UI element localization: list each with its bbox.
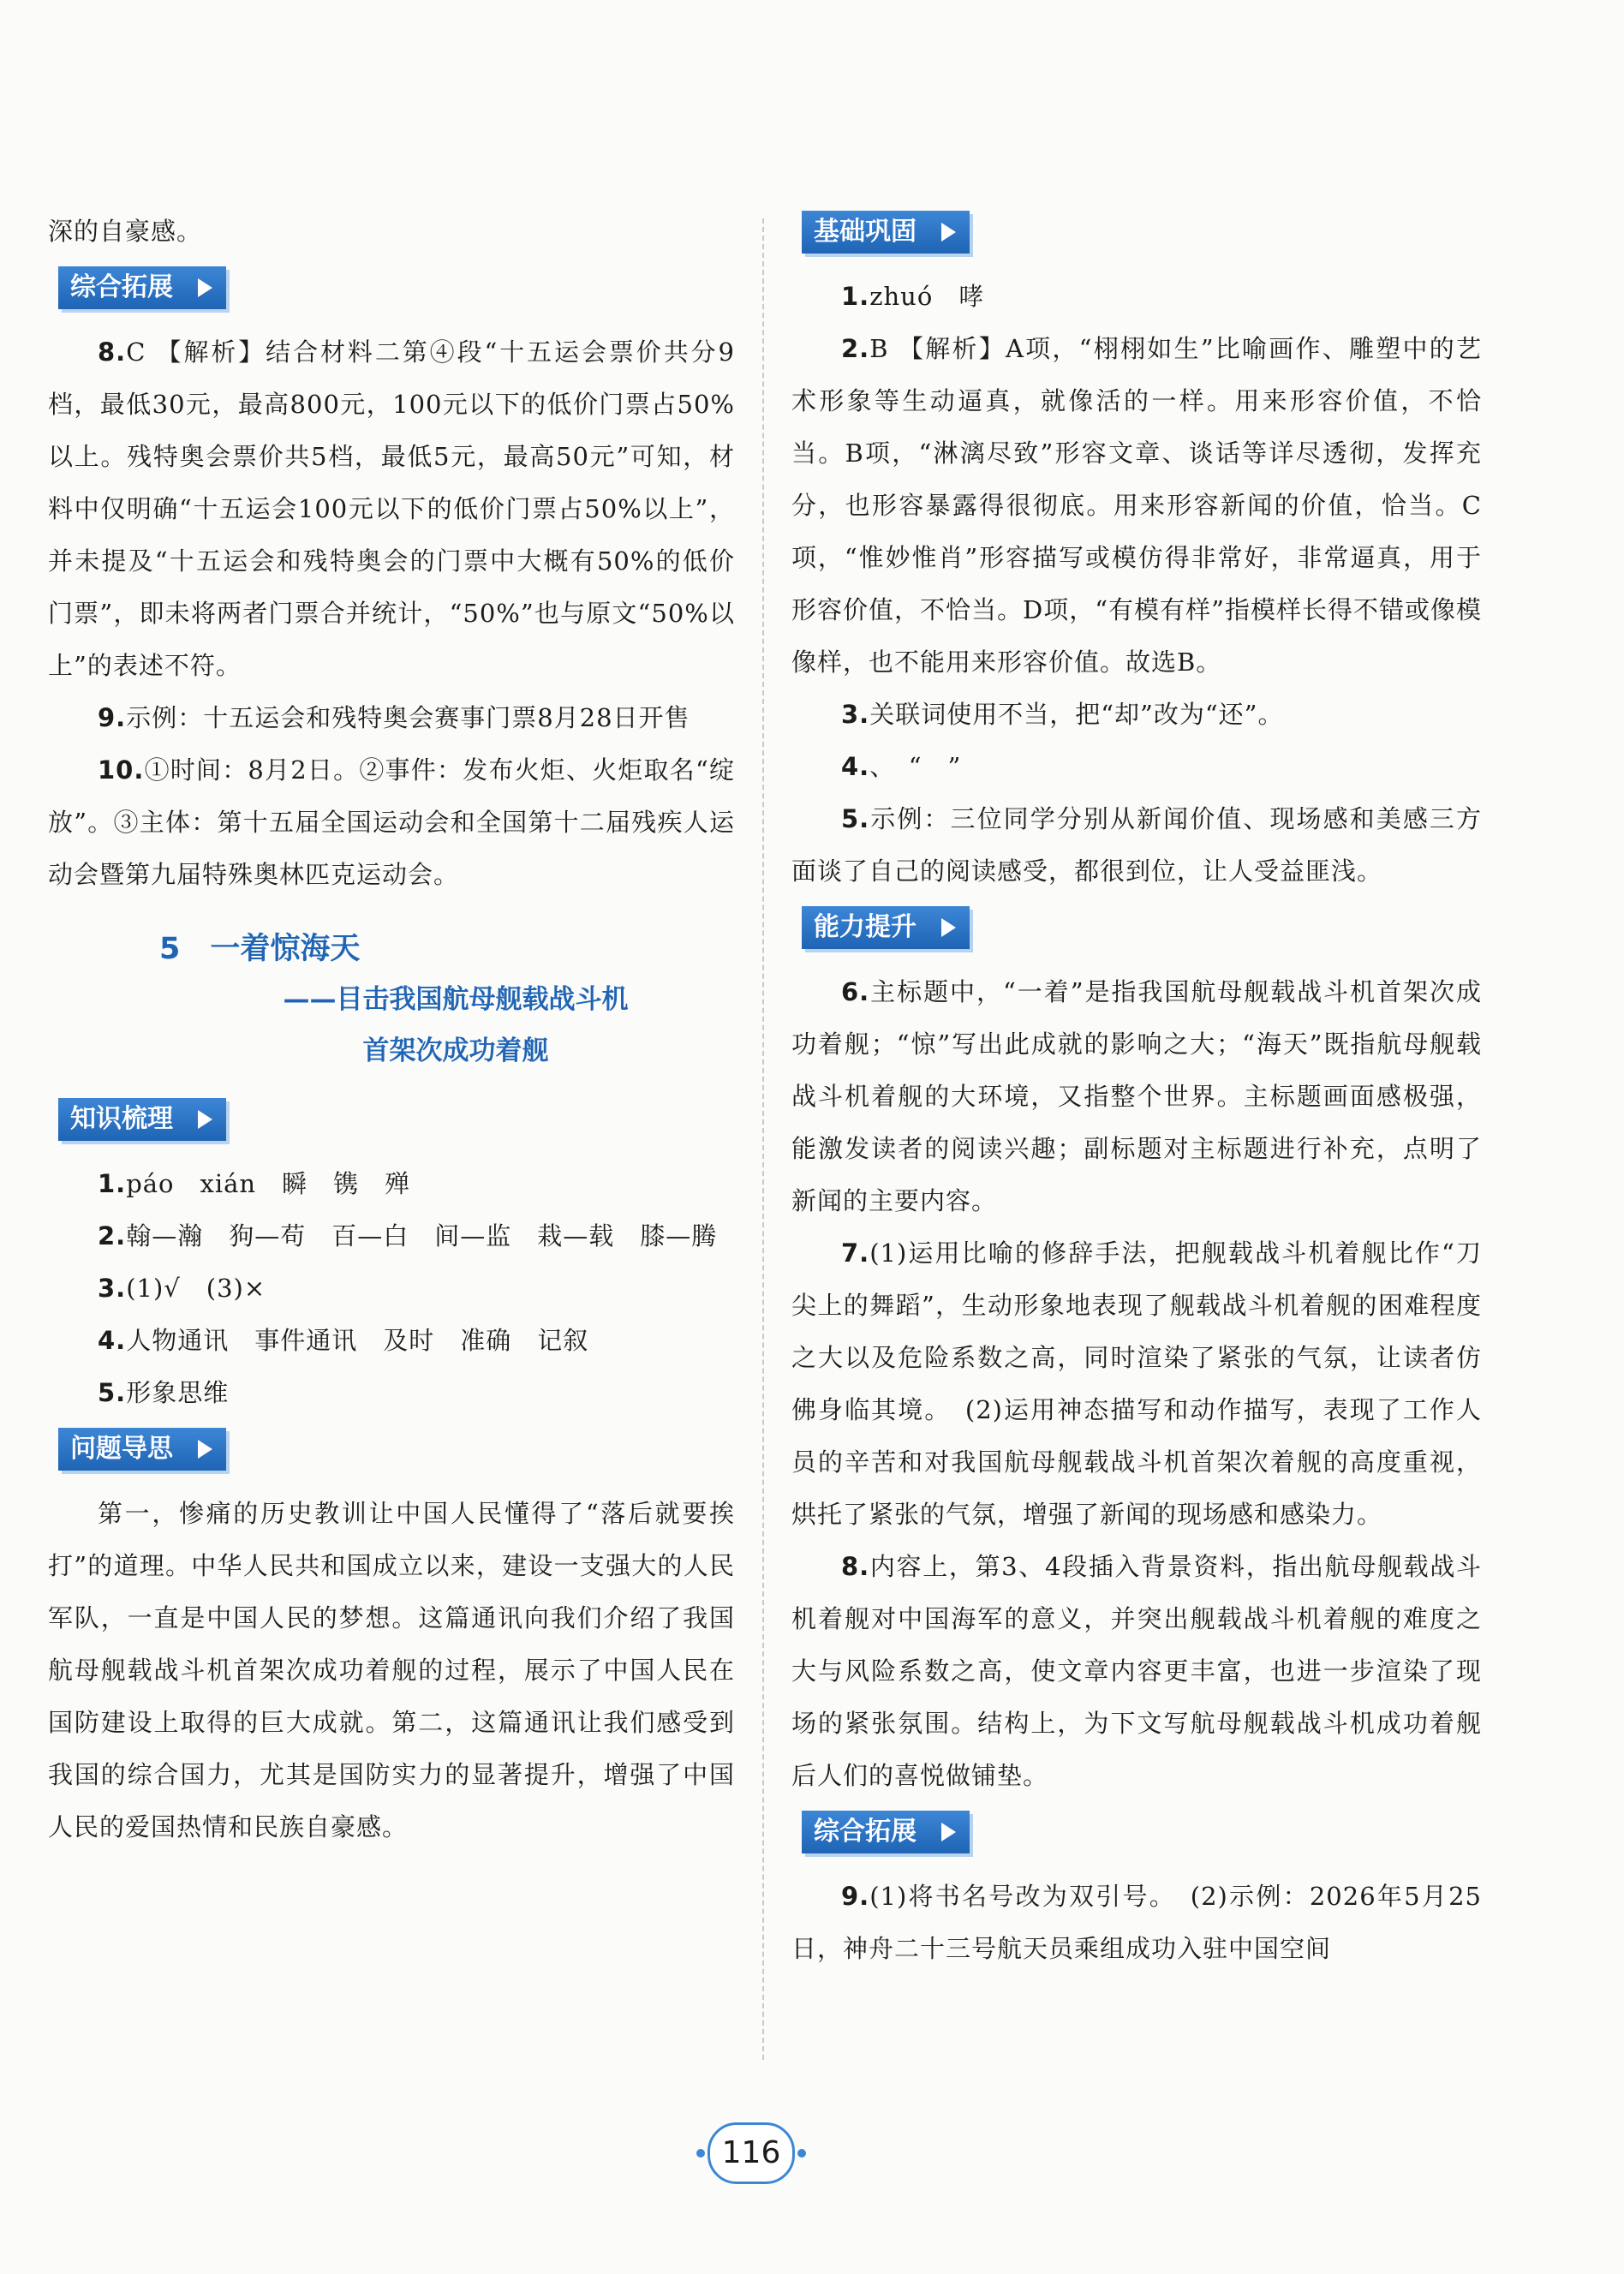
section-badge-knowledge: 知识梳理 <box>58 1098 226 1141</box>
knowledge-2: 2.翰—瀚 狗—苟 百—白 间—监 栽—载 膝—腾 <box>98 1221 718 1250</box>
ability-7: 7.(1)运用比喻的修辞手法，把舰载战斗机着舰比作“刀尖上的舞蹈”，生动形象地表现了舰载战斗机着舰的困难程度之大以及危险系数之高，同时渲染了紧张的气氛，让读者仿佛身临其境。 (2)运用神态描写和动作描写，表现了工作人员的辛苦和对我国航母舰载战斗机首架次着舰的高度重视，烘托了紧张的气氛，增强了新闻的现场感和感染力。 <box>791 1238 1482 1529</box>
ability-8: 8.内容上，第3、4段插入背景资料，指出航母舰载战斗机着舰对中国海军的意义，并突出舰载战斗机着舰的难度之大与风险系数之高，使文章内容更丰富，也进一步渲染了现场的紧张氛围。结构上，为下文写航母舰载战斗机成功着舰后人们的喜悦做铺垫。 <box>791 1552 1482 1790</box>
knowledge-5: 5.形象思维 <box>98 1378 230 1407</box>
lesson-subtitle-line2: 首架次成功着舰 <box>362 1036 549 1066</box>
triangle-right-icon <box>198 1110 212 1129</box>
triangle-right-icon <box>941 223 956 242</box>
knowledge-4: 4.人物通讯 事件通讯 及时 准确 记叙 <box>98 1326 589 1355</box>
basic-1: 1.zhuó 哮 <box>841 282 985 311</box>
section-badge-ability: 能力提升 <box>802 906 970 949</box>
lesson-title: 5 一着惊海天 <box>159 932 361 966</box>
basic-2: 2.B 【解析】A项，“栩栩如生”比喻画作、雕塑中的艺术形象等生动逼真，就像活的一样。用来形容价值，不恰当。B项，“淋漓尽致”形容文章、谈话等详尽透彻，发挥充分，也形容暴露得很彻底。用来形容新闻的价值，恰当。C项，“惟妙惟肖”形容描写或模仿得非常好，非常逼真，用于形容价值，不恰当。D项，“有模有样”指模样长得不错或像模像样，也不能用来形容价值。故选B。 <box>791 334 1482 677</box>
basic-3: 3.关联词使用不当，把“却”改为“还”。 <box>841 700 1284 729</box>
knowledge-1: 1.páo xián 瞬 镌 殚 <box>98 1169 411 1198</box>
triangle-right-icon <box>941 918 956 937</box>
column-divider <box>762 218 764 2060</box>
dot-icon <box>696 2149 705 2158</box>
guided-essay: 第一，惨痛的历史教训让中国人民懂得了“落后就要挨打”的道理。中华人民共和国成立以来，建设一支强大的人民军队，一直是中国人民的梦想。这篇通讯向我们介绍了我国航母舰载战斗机首架次成功着舰的过程，展示了中国人民在国防建设上取得的巨大成就。第二，这篇通讯让我们感受到我国的综合国力，尤其是国防实力的显著提升，增强了中国人民的爱国热情和民族自豪感。 <box>48 1499 735 1841</box>
answer-10: 10.①时间：8月2日。②事件：发布火炬、火炬取名“绽放”。③主体：第十五届全国运动会和全国第十二届残疾人运动会暨第九届特殊奥林匹克运动会。 <box>48 755 735 889</box>
triangle-right-icon <box>198 278 212 297</box>
lesson-subtitle-line1: ——目击我国航母舰载战斗机 <box>283 984 629 1015</box>
basic-4: 4.、 “ ” <box>841 752 962 781</box>
comprehensive-9: 9.(1)将书名号改为双引号。 (2)示例：2026年5月25日，神舟二十三号航天员乘组成功入驻中国空间 <box>791 1882 1482 1963</box>
section-badge-comprehensive: 综合拓展 <box>58 266 226 309</box>
answer-9: 9.示例：十五运会和残特奥会赛事门票8月28日开售 <box>98 703 690 732</box>
left-column <box>48 206 735 1853</box>
triangle-right-icon <box>198 1440 212 1459</box>
page-number: 116 <box>708 2122 795 2184</box>
dot-icon <box>797 2149 806 2158</box>
continued-text: 深的自豪感。 <box>48 217 203 246</box>
section-badge-basic: 基础巩固 <box>802 211 970 254</box>
knowledge-3: 3.(1)√ (3)× <box>98 1274 266 1303</box>
section-badge-comprehensive-2: 综合拓展 <box>802 1811 970 1853</box>
ability-6: 6.主标题中，“一着”是指我国航母舰载战斗机首架次成功着舰；“惊”写出此成就的影响之大；“海天”既指航母舰载战斗机着舰的大环境，又指整个世界。主标题画面感极强，能激发读者的阅读兴趣；副标题对主标题进行补充，点明了新闻的主要内容。 <box>791 977 1482 1215</box>
triangle-right-icon <box>941 1823 956 1841</box>
basic-5: 5.示例：三位同学分别从新闻价值、现场感和美感三方面谈了自己的阅读感受，都很到位，让人受益匪浅。 <box>791 804 1482 886</box>
answer-8: 8.C 【解析】结合材料二第④段“十五运会票价共分9档，最低30元，最高800元，100元以下的低价门票占50%以上。残特奥会票价共5档，最低5元，最高50元”可知，材料中仅明确“十五运会100元以下的低价门票占50%以上”，并未提及“十五运会和残特奥会的门票中大概有50%的低价门票”，即未将两者门票合并统计，“50%”也与原文“50%以上”的表述不符。 <box>48 337 735 680</box>
right-column <box>791 211 1482 1975</box>
section-badge-guided-thinking: 问题导思 <box>58 1428 226 1471</box>
